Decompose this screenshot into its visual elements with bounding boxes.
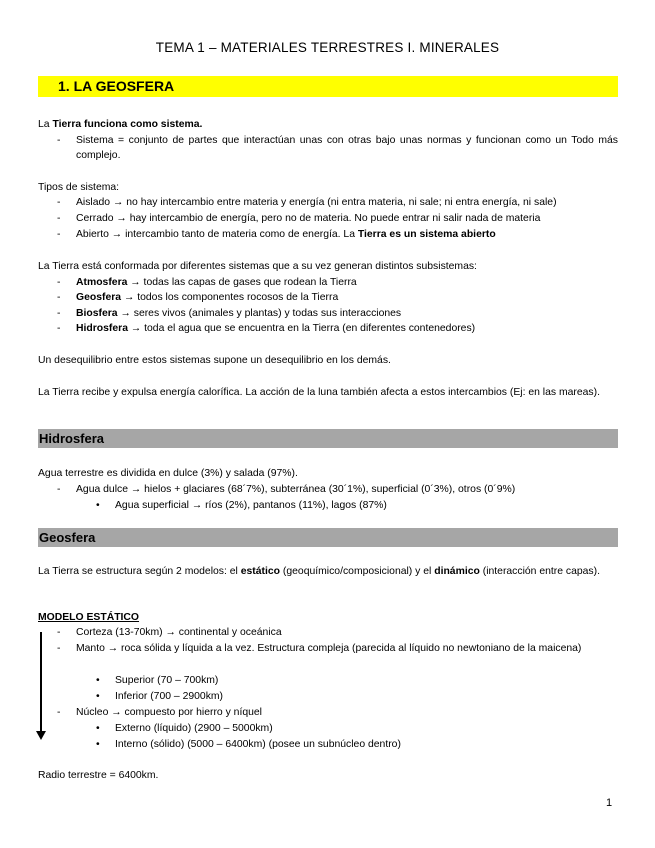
core-inner-text: Interno (sólido) (5000 – 6400km) (posee un subnúcleo dentro) xyxy=(115,739,401,750)
dash-marker: - xyxy=(57,135,61,146)
imbalance-paragraph: Un desequilibrio entre estos sistemas supone un desequilibrio en los demás. xyxy=(38,355,391,366)
subsystem-desc: → seres vivos (animales y plantas) y todas sus interacciones xyxy=(117,308,402,319)
models-text-b: (geoquímico/composicional) y el xyxy=(280,566,435,577)
crust-text: Corteza (13-70km) → continental y oceánica xyxy=(76,627,282,638)
section-heading-hidrosfera: Hidrosfera xyxy=(38,429,618,448)
subsystem-name: Atmosfera xyxy=(76,277,128,288)
subsystem-desc: → toda el agua que se encuentra en la Tierra (en diferentes contenedores) xyxy=(127,323,476,334)
mantle-lower-text: Inferior (700 – 2900km) xyxy=(115,691,224,702)
mantle-upper-text: Superior (70 – 700km) xyxy=(115,675,219,686)
dash-marker: - xyxy=(57,643,61,654)
section-heading-geosfera: Geosfera xyxy=(38,528,618,547)
page-number: 1 xyxy=(606,797,613,809)
subsystem-text xyxy=(76,275,618,290)
type-text: Cerrado → hay intercambio de energía, pero no de materia. No puede entrar ni salir nada de materia xyxy=(76,213,541,224)
models-text-a: La Tierra se estructura según 2 modelos: el xyxy=(38,566,241,577)
dash-marker: - xyxy=(57,229,61,240)
types-label: Tipos de sistema: xyxy=(38,182,120,193)
core-outer-text: Externo (líquido) (2900 – 5000km) xyxy=(115,723,273,734)
bullet-marker: • xyxy=(96,691,100,702)
radius-paragraph: Radio terrestre = 6400km. xyxy=(38,770,159,781)
bullet-marker: • xyxy=(96,675,100,686)
section-heading-geosfera-main: 1. LA GEOSFERA xyxy=(38,76,618,97)
subsystem-text xyxy=(76,321,618,336)
models-text-c: (interacción entre capas). xyxy=(479,566,600,577)
core-text: Núcleo → compuesto por hierro y níquel xyxy=(76,707,262,718)
dash-marker: - xyxy=(57,484,61,495)
definition-text: Sistema = conjunto de partes que interactúan unas con otras bajo unas normas y funcionan como un Todo más complejo. xyxy=(76,135,618,161)
subsystems-intro: La Tierra está conformada por diferentes sistemas que a su vez generan distintos subsistemas: xyxy=(38,261,477,272)
depth-arrow-shaft xyxy=(40,632,42,732)
intro-bold: Tierra funciona como sistema. xyxy=(52,119,203,130)
static-model-heading xyxy=(38,610,618,625)
bullet-marker: • xyxy=(96,500,100,511)
dash-marker: - xyxy=(57,277,61,288)
bullet-marker: • xyxy=(96,723,100,734)
subsystem-name: Hidrosfera xyxy=(76,323,128,334)
subsystem-name: Biosfera xyxy=(76,308,118,319)
subsystem-desc: → todos los componentes rocosos de la Tierra xyxy=(121,292,339,303)
dash-marker: - xyxy=(57,308,61,319)
type-text: Aislado → no hay intercambio entre materia y energía (ni entra materia, ni sale; ni entra energía, ni sale) xyxy=(76,197,557,208)
open-system-bold: Tierra es un sistema abierto xyxy=(357,229,496,240)
dash-marker: - xyxy=(57,213,61,224)
type-text-wrapper xyxy=(76,227,618,242)
depth-arrow-head-icon xyxy=(36,731,46,740)
mantle-item xyxy=(57,641,618,671)
bullet-marker: • xyxy=(96,739,100,750)
mantle-text: Manto → roca sólida y líquida a la vez. Estructura compleja (parecida al líquido no newtoniano de la maicena) xyxy=(76,643,582,654)
subsystem-text xyxy=(76,306,618,321)
dash-marker: - xyxy=(57,197,61,208)
dash-marker: - xyxy=(57,707,61,718)
intro-prefix: La xyxy=(38,119,53,130)
static-model-title: MODELO ESTÁTICO xyxy=(38,612,140,623)
subsystem-desc: → todas las capas de gases que rodean la Tierra xyxy=(127,277,357,288)
dash-marker: - xyxy=(57,292,61,303)
energy-paragraph: La Tierra recibe y expulsa energía calorífica. La acción de la luna también afecta a estos intercambios (Ej: en las mareas). xyxy=(38,387,600,398)
document-title: TEMA 1 – MATERIALES TERRESTRES I. MINERALES xyxy=(155,40,500,55)
subsystem-text xyxy=(76,290,618,305)
models-paragraph xyxy=(38,564,618,579)
type-text: Abierto → intercambio tanto de materia como de energía. La xyxy=(76,229,358,240)
dynamic-term: dinámico xyxy=(434,566,480,577)
surface-water-text: Agua superficial → ríos (2%), pantanos (11%), lagos (87%) xyxy=(115,500,387,511)
subsystem-name: Geosfera xyxy=(76,292,122,303)
dash-marker: - xyxy=(57,627,61,638)
fresh-water-text: Agua dulce → hielos + glaciares (68´7%), subterránea (30´1%), superficial (0´3%), otros (0´9%) xyxy=(76,484,516,495)
dash-marker: - xyxy=(57,323,61,334)
definition-item xyxy=(57,133,618,163)
static-term: estático xyxy=(240,566,281,577)
water-division-paragraph: Agua terrestre es dividida en dulce (3%) y salada (97%). xyxy=(38,468,298,479)
intro-paragraph xyxy=(38,117,618,132)
